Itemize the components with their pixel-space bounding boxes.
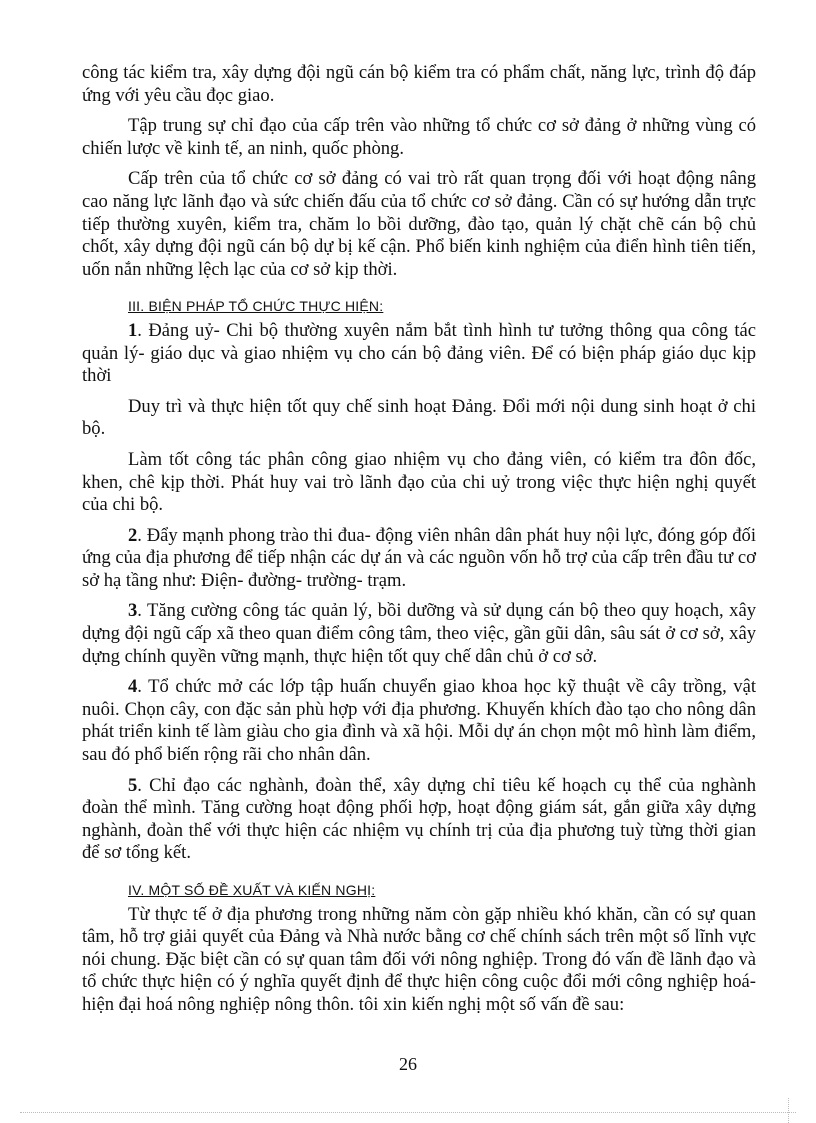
item-text: . Tổ chức mở các lớp tập huấn chuyển giao khoa học kỹ thuật về cây trồng, vật nuôi. Chọn cây, con đặc sản phù hợp với địa phương. Khuyến khích đào tạo cho nông dân phát triển kinh tế làm giàu cho gia đình và xã hội. Mỗi dự án chọn một mô hình làm điểm, sau đó phổ biến rộng rãi cho nhân dân. [82,676,756,766]
item-number: 4 [128,676,138,698]
paragraph: Từ thực tế ở địa phương trong những năm còn gặp nhiều khó khăn, cần có sự quan tâm, hỗ trợ giải quyết của Đảng và Nhà nước bằng cơ chế chính sách trên một số lĩnh vực nói chung. Đặc biệt cần có sự quan tâm đối với nông nghiệp. Trong đó vấn đề lãnh đạo và tổ chức thực hiện có ý nghĩa quyết định để thực hiện công cuộc đổi mới công nghiệp hoá- hiện đại hoá nông nghiệp nông thôn. tôi xin kiến nghị một số vấn đề sau: [82,903,756,1015]
list-item [82,320,756,388]
item-number: 5 [128,774,138,796]
list-item [82,600,756,668]
section-heading: III. BIỆN PHÁP TỔ CHỨC THỰC HIỆN: [128,298,384,315]
list-item [82,775,756,865]
item-text: . Đẩy mạnh phong trào thi đua- động viên nhân dân phát huy nội lực, đóng góp đối ứng của địa phương để tiếp nhận các dự án và các nguồn vốn hỗ trợ của cấp trên đầu tư cơ sở hạ tầng như: Điện- đường- trường- trạm. [82,524,756,591]
paragraph: Tập trung sự chỉ đạo của cấp trên vào những tổ chức cơ sở đảng ở những vùng có chiến lược về kinh tế, an ninh, quốc phòng. [82,115,756,159]
item-text: . Chỉ đạo các nghành, đoàn thể, xây dựng chỉ tiêu kế hoạch cụ thể của nghành đoàn thể mình. Tăng cường hoạt động phối hợp, hoạt động giám sát, gắn giữa xây dựng nghành, đoàn thể với thực hiện các nhiệm vụ chính trị của địa phương tuỳ từng thời gian để sơ tổng kết. [82,774,756,864]
item-number: 3 [128,600,138,622]
page-number: 26 [399,1054,417,1074]
paragraph: công tác kiểm tra, xây dựng đội ngũ cán bộ kiểm tra có phẩm chất, năng lực, trình độ đáp ứng với yêu cầu đọc giao. [82,62,756,106]
item-text: . Tăng cường công tác quản lý, bồi dưỡng và sử dụng cán bộ theo quy hoạch, xây dựng đội ngũ cấp xã theo quan điểm công tâm, theo việc, gần gũi dân, sâu sát ở cơ sở, xây dựng chính quyền vững mạnh, thực hiện tốt quy chế dân chủ ở cơ sở. [82,600,756,667]
item-number: 2 [128,524,138,546]
paragraph: Cấp trên của tổ chức cơ sở đảng có vai trò rất quan trọng đối với hoạt động nâng cao năng lực lãnh đạo và sức chiến đấu của tổ chức cơ sở đảng. Cần có sự hướng dẫn trực tiếp thường xuyên, kiểm tra, chăm lo bồi dưỡng, đào tạo, quản lý chặt chẽ cán bộ chủ chốt, xây dựng đội ngũ cán bộ dự bị kế cận. Phổ biến kinh nghiệm của điển hình tiên tiến, uốn nắn những lệch lạc của cơ sở kịp thời. [82,168,756,280]
item-text: . Đảng uỷ- Chi bộ thường xuyên nắm bắt tình hình tư tưởng thông qua công tác quản lý- giáo dục và giao nhiệm vụ cho cán bộ đảng viên. Để có biện pháp giáo dục kịp thời [82,319,756,387]
page-bottom-divider [20,1112,796,1113]
list-item [82,525,756,593]
list-item [82,676,756,766]
paragraph: Làm tốt công tác phân công giao nhiệm vụ cho đảng viên, có kiểm tra đôn đốc, khen, chê kịp thời. Phát huy vai trò lãnh đạo của chi uỷ trong việc thực hiện nghị quyết của chi bộ. [82,448,756,516]
item-number: 1 [128,319,138,341]
page-corner-divider [788,1098,789,1123]
section-heading: IV. MỘT SỐ ĐỀ XUẤT VÀ KIẾN NGHỊ: [128,882,376,898]
paragraph: Duy trì và thực hiện tốt quy chế sinh hoạt Đảng. Đổi mới nội dung sinh hoạt ở chi bộ. [82,395,756,440]
